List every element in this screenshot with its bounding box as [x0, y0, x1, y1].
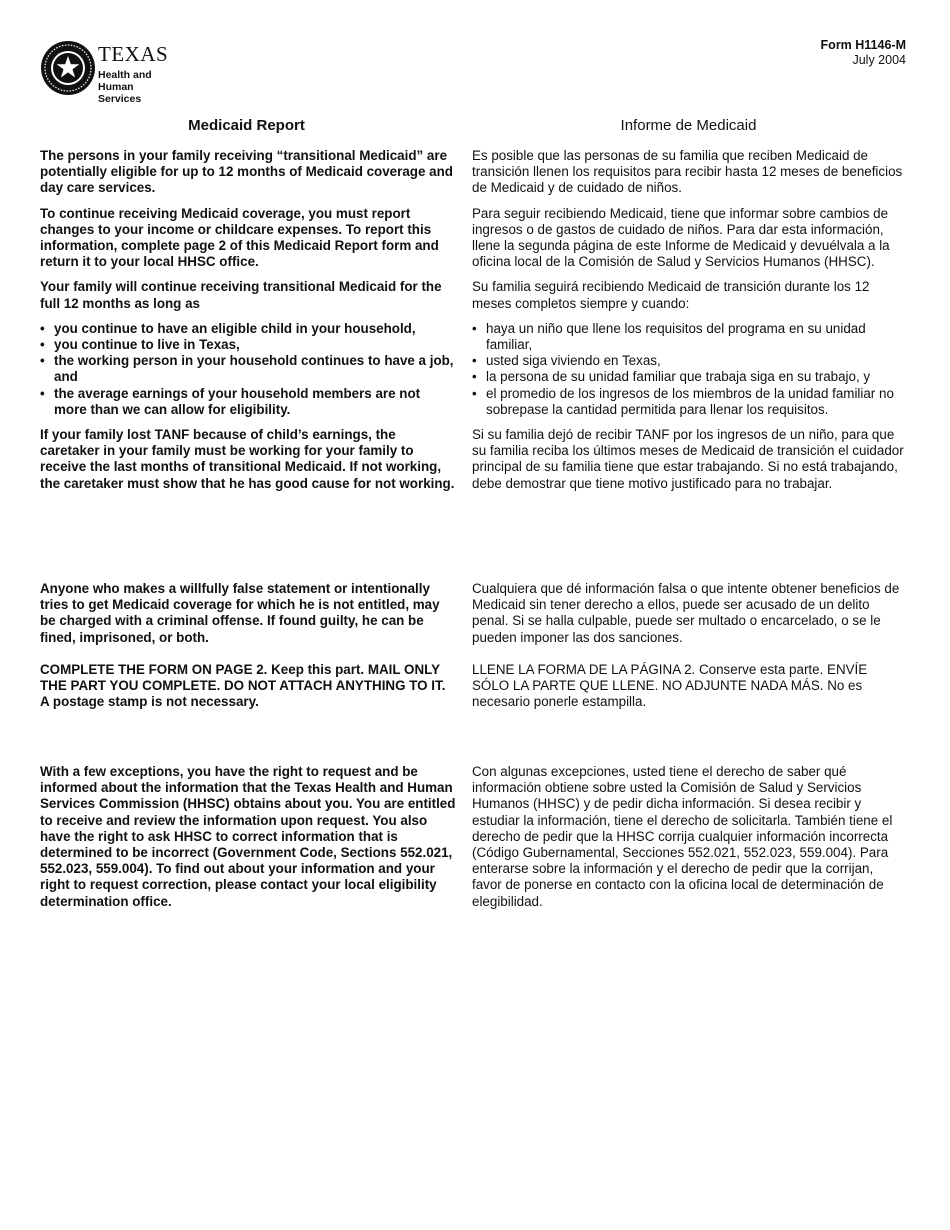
list-item: • la persona de su unidad familiar que trabaja siga en su trabajo, y: [472, 369, 906, 385]
english-section-1: [40, 148, 456, 492]
english-section-2: [40, 581, 456, 710]
texas-seal-icon: [40, 40, 96, 96]
form-number: Form H1146-M: [820, 38, 906, 52]
spanish-section-2: [472, 581, 906, 710]
spanish-paragraph-2: Para seguir recibiendo Medicaid, tiene que informar sobre cambios de ingresos o de gastos de cuidado de niños. Para dar esta información, llene la segunda página de este Informe de Medicaid y devuélvala a la oficina local de la Comisión de Salud y Servicios Humanos (HHSC).: [472, 205, 890, 270]
logo-agency-name: [98, 69, 190, 105]
english-paragraph-4: If your family lost TANF because of child’s earnings, the caretaker in your family must be working for your family to receive the last months of transitional Medicaid. If not working, the caretaker must show that he has good cause for not working.: [40, 427, 455, 491]
spanish-paragraph-1: Es posible que las personas de su familia que reciben Medicaid de transición llenen los requisitos para recibir hasta 12 meses de beneficios de Medicaid y de cuidado de niños.: [472, 148, 903, 196]
list-item: • you continue to live in Texas,: [40, 337, 456, 353]
spanish-section-3: [472, 764, 906, 910]
english-bullet-list: [40, 321, 456, 418]
english-paragraph-2: To continue receiving Medicaid coverage, you must report changes to your income or childcare expenses. To report this information, complete page 2 of this Medicaid Report form and return it to your local HHSC office.: [40, 205, 439, 270]
english-section-3: [40, 764, 456, 910]
list-item: • usted siga viviendo en Texas,: [472, 353, 906, 369]
english-privacy-notice: With a few exceptions, you have the right to request and be informed about the information that the Texas Health and Human Services Commission (HHSC) obtains about you. You are entitled to receive and review the information upon request. You also have the right to ask HHSC to correct information that is determined to be incorrect (Government Code, Sections 552.021, 552.023, 559.004). To find out about your information and your right to request correction, please contact your local eligibility determination office.: [40, 764, 456, 909]
list-item: • the average earnings of your household members are not more than we can allow for eligibility.: [40, 386, 456, 418]
list-item: • you continue to have an eligible child in your household,: [40, 321, 456, 337]
spanish-title: Informe de Medicaid: [620, 117, 757, 134]
texas-hhs-logo: [40, 40, 190, 105]
english-paragraph-3: Your family will continue receiving transitional Medicaid for the full 12 months as long as: [40, 279, 442, 311]
logo-sub-line-1: Health and Human: [98, 69, 152, 93]
english-mail-instructions: COMPLETE THE FORM ON PAGE 2. Keep this part. MAIL ONLY THE PART YOU COMPLETE. DO NOT ATTACH ANYTHING TO IT. A postage stamp is not necessary.: [40, 661, 446, 710]
form-identifier: [821, 38, 906, 68]
spanish-mail-instructions: LLENE LA FORMA DE LA PÁGINA 2. Conserve esta parte. ENVÍE SÓLO LA PARTE QUE LLENE. NO ADJUNTE NADA MÁS. No es necesario ponerle estampilla.: [472, 661, 868, 710]
english-paragraph-1: The persons in your family receiving “transitional Medicaid” are potentially eligible for up to 12 months of Medicaid coverage and day care services.: [40, 148, 453, 196]
spanish-paragraph-4: Si su familia dejó de recibir TANF por los ingresos de un niño, para que su familia reciba los últimos meses de Medicaid de transición el cuidador principal de su familia tiene que estar trabajando. Si no está trabajando, debe demostrar que tiene motivo justificado para no trabajar.: [472, 427, 904, 491]
spanish-bullet-list: [472, 321, 906, 418]
spanish-privacy-notice: Con algunas excepciones, usted tiene el derecho de saber qué información obtiene sobre usted la Comisión de Salud y Servicios Humanos (HHSC) y de pedir dicha información. Si desea recibir y estudiar la información, tiene el derecho de solicitarla. También tiene el derecho de pedir que la HHSC corrija cualquier información incorrecta (Código Gubernamental, Secciones 552.021, 552.023, 559.004). Para enterarse sobre la información y el derecho de pedir que la corrijan, favor de ponerse en contacto con la oficina local de determinación de elegibilidad.: [472, 764, 893, 909]
list-item: • the working person in your household continues to have a job, and: [40, 353, 456, 385]
logo-sub-line-2: Services: [98, 93, 142, 105]
list-item: • el promedio de los ingresos de los miembros de la unidad familiar no sobrepase la cantidad permitida para llenar los requisitos.: [472, 386, 906, 418]
english-fraud-warning: Anyone who makes a willfully false statement or intentionally tries to get Medicaid coverage for which he is not entitled, may be charged with a criminal offense. If found guilty, he can be fined, imprisoned, or both.: [40, 581, 440, 645]
english-title: Medicaid Report: [188, 117, 305, 134]
form-date: July 2004: [852, 53, 906, 67]
logo-texas-word: TEXAS: [98, 42, 169, 66]
spanish-fraud-warning: Cualquiera que dé información falsa o que intente obtener beneficios de Medicaid sin tener derecho a ellos, puede ser acusado de un delito penal. Si se halla culpable, puede ser multado o encarcelado, o se le pueden imponer las dos sanciones.: [472, 581, 900, 645]
list-item: • haya un niño que llene los requisitos del programa en su unidad familiar,: [472, 321, 906, 353]
spanish-section-1: [472, 148, 906, 492]
spanish-paragraph-3: Su familia seguirá recibiendo Medicaid de transición durante los 12 meses completos siempre y cuando:: [472, 279, 870, 311]
